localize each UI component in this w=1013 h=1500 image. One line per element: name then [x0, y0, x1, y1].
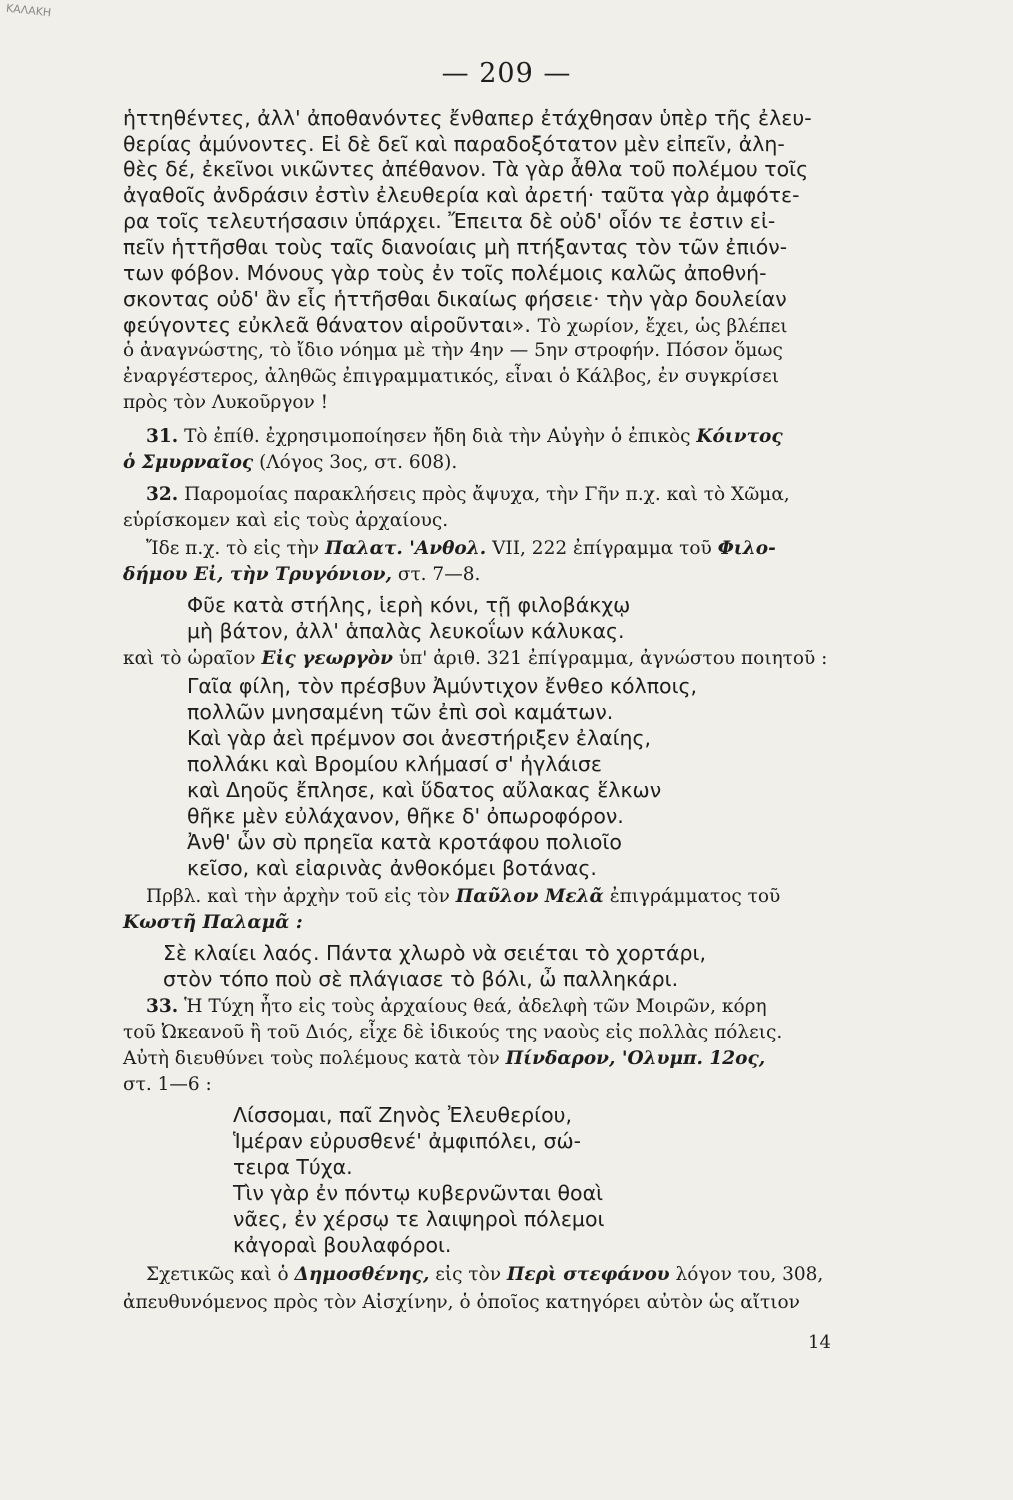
text-segment: Τὸ χωρίον, ἔχει, ὡς βλέπει	[537, 316, 788, 337]
text-line: τοῦ Ὠκεανοῦ ἢ τοῦ Διός, εἶχε δὲ ἰδικούς της ναοὺς εἰς πολλὰς πόλεις.	[123, 1022, 783, 1043]
verse-line: κεῖσο, καὶ εἰαρινὰς ἀνθοκόμει βοτάνας.	[187, 856, 597, 880]
verse-line: Ἀνθ' ὧν σὺ πρηεῖα κατὰ κροτάφου πολιοῖο	[187, 830, 622, 854]
text-segment: καὶ τὸ ὡραῖον	[123, 648, 256, 669]
text-segment: Φιλο-	[717, 538, 776, 559]
text-line: σκοντας οὐδ' ἂν εἷς ἡττῆσθαι δικαίως φήσειε· τὴν γὰρ δουλείαν	[123, 287, 787, 311]
page-number: — 209 —	[441, 58, 572, 89]
text-segment: Αὐτὴ διευθύνει τοὺς πολέμους κατὰ τὸν	[123, 1048, 500, 1069]
text-segment: Παῦλον Μελᾶ	[455, 886, 604, 907]
note-32	[146, 482, 790, 508]
verse-line: στὸν τόπο ποὺ σὲ πλάγιασε τὸ βόλι, ὦ παλληκάρι.	[163, 967, 679, 991]
text-line: πεῖν ἡττῆσθαι τοὺς ταῖς διανοίαις μὴ πτήξαντας τὸν τῶν ἐπιόν-	[123, 235, 788, 259]
note-31	[146, 424, 783, 450]
note-33	[146, 994, 767, 1020]
verse-line: Τὶν γὰρ ἐν πόντῳ κυβερνῶνται θοαὶ	[233, 1181, 604, 1205]
text-line: ἐναργέστερος, ἀληθῶς ἐπιγραμματικός, εἶναι ὁ Κάλβος, ἐν συγκρίσει	[123, 366, 780, 387]
text-line: θερίας ἀμύνοντες. Εἰ δὲ δεῖ καὶ παραδοξότατον μὲν εἰπεῖν, ἀλη-	[123, 132, 785, 156]
text-segment: Ἡ Τύχη ἦτο εἰς τοὺς ἀρχαίους θεά, ἀδελφὴ τῶν Μοιρῶν, κόρη	[184, 996, 767, 1017]
verse-line: τειρα Τύχα.	[233, 1155, 353, 1179]
text-segment: Τὸ ἐπίθ. ἐχρησιμοποίησεν ἤδη διὰ τὴν Αὐγὴν ὁ ἐπικὸς	[184, 426, 691, 447]
text-line	[123, 450, 457, 476]
text-segment: Περὶ στεφάνου	[506, 1264, 670, 1285]
text-line: στ. 1—6 :	[123, 1074, 212, 1095]
text-segment: Παλατ. 'Ανθολ.	[324, 538, 487, 559]
text-segment: Πίνδαρον, 'Ολυμπ. 12ος,	[505, 1048, 766, 1069]
text-segment: Δημοσθένης,	[294, 1264, 430, 1285]
text-line	[123, 312, 788, 340]
verse-line: κἀγοραὶ βουλαφόροι.	[233, 1233, 452, 1257]
verse-line: Γαῖα φίλη, τὸν πρέσβυν Ἀμύντιχον ἔνθεο κόλποις,	[187, 674, 698, 698]
text-line: ἡττηθέντες, ἀλλ' ἀποθανόντες ἔνθαπερ ἐτάχθησαν ὑπὲρ τῆς ἐλευ-	[123, 106, 812, 130]
text-line	[123, 562, 480, 588]
text-line	[146, 884, 780, 910]
text-segment: ὁ Σμυρναῖος	[123, 452, 254, 473]
verse-line: Καὶ γὰρ ἀεὶ πρέμνον σοι ἀνεστήριξεν ἐλαίης,	[187, 726, 652, 750]
text-segment: Σχετικῶς καὶ ὁ	[146, 1264, 289, 1285]
text-segment: στ. 7—8.	[397, 564, 481, 585]
verse-line: θῆκε μὲν εὐλάχανον, θῆκε δ' ὀπωροφόρον.	[187, 804, 624, 828]
verse-line: πολλάκι καὶ Βρομίου κλήμασί σ' ἠγλάισε	[187, 752, 602, 776]
text-segment: Κωστῆ Παλαμᾶ :	[123, 912, 303, 933]
text-segment: (Λόγος 3ος, στ. 608).	[259, 452, 458, 473]
text-segment: Ἴδε π.χ. τὸ εἰς τὴν	[146, 538, 320, 559]
text-segment: Παρομοίας παρακλήσεις πρὸς ἄψυχα, τὴν Γῆν π.χ. καὶ τὸ Χῶμα,	[184, 484, 790, 505]
text-line	[146, 1262, 823, 1288]
text-segment: φεύγοντες εὐκλεᾶ θάνατον αἱροῦνται».	[123, 313, 531, 337]
text-line	[123, 646, 827, 672]
text-segment: VII, 222 ἐπίγραμμα τοῦ	[492, 538, 712, 559]
verse-line: μὴ βάτον, ἀλλ' ἁπαλὰς λευκοΐων κάλυκας.	[187, 619, 625, 643]
verse-line: νᾶες, ἐν χέρσῳ τε λαιψηροὶ πόλεμοι	[233, 1207, 605, 1231]
text-line: ἀγαθοῖς ἀνδράσιν ἐστὶν ἐλευθερία καὶ ἀρετή· ταῦτα γὰρ ἀμφότε-	[123, 183, 800, 207]
verse-line: Φῦε κατὰ στήλης, ἱερὴ κόνι, τῇ φιλοβάκχῳ	[187, 593, 631, 617]
text-segment: Κόιντος	[696, 426, 783, 447]
text-line	[123, 910, 303, 936]
text-segment: ὑπ' ἀριθ. 321 ἐπίγραμμα, ἀγνώστου ποιητοῦ :	[398, 648, 828, 669]
text-segment: Πρβλ. καὶ τὴν ἀρχὴν τοῦ εἰς τὸν	[146, 886, 450, 907]
text-segment: λόγον του, 308,	[675, 1264, 824, 1285]
signature-mark: 14	[808, 1332, 831, 1353]
text-line	[146, 536, 776, 562]
text-line: εὑρίσκομεν καὶ εἰς τοὺς ἀρχαίους.	[123, 510, 449, 531]
text-line: ὁ ἀναγνώστης, τὸ ἴδιο νόημα μὲ τὴν 4ην — 5ην στροφήν. Πόσον ὅμως	[123, 340, 783, 361]
verse-line: καὶ Δηοῦς ἔπλησε, καὶ ὕδατος αὔλακας ἕλκων	[187, 778, 662, 802]
corner-mark: ΚΑΛΑΚΗ	[5, 1, 52, 20]
note-number: 33.	[146, 996, 179, 1017]
note-number: 31.	[146, 426, 179, 447]
text-segment: Εἰς γεωργὸν	[261, 648, 393, 669]
verse-line: πολλῶν μνησαμένη τῶν ἐπὶ σοὶ καμάτων.	[187, 700, 614, 724]
text-line	[123, 1046, 765, 1072]
text-line: πρὸς τὸν Λυκοῦργον !	[123, 392, 329, 413]
text-segment: εἰς τὸν	[435, 1264, 501, 1285]
text-segment: δήμου Εἰ, τὴν Τρυγόνιον,	[123, 564, 392, 585]
verse-line: Λίσσομαι, παῖ Ζηνὸς Ἐλευθερίου,	[233, 1103, 573, 1127]
verse-line: Ἱμέραν εὐρυσθενέ' ἀμφιπόλει, σώ-	[233, 1129, 582, 1153]
text-line: ρα τοῖς τελευτήσασιν ὑπάρχει. Ἔπειτα δὲ οὐδ' οἷόν τε ἐστιν εἰ-	[123, 209, 776, 233]
note-number: 32.	[146, 484, 179, 505]
text-line: θὲς δέ, ἐκεῖνοι νικῶντες ἀπέθανον. Τὰ γὰρ ἆθλα τοῦ πολέμου τοῖς	[123, 157, 809, 181]
text-segment: ἐπιγράμματος τοῦ	[609, 886, 781, 907]
text-line: των φόβον. Μόνους γὰρ τοὺς ἐν τοῖς πολέμοις καλῶς ἀποθνή-	[123, 261, 767, 285]
text-line: ἀπευθυνόμενος πρὸς τὸν Αἰσχίνην, ὁ ὁποῖος κατηγόρει αὐτὸν ὡς αἴτιον	[123, 1292, 800, 1313]
verse-line: Σὲ κλαίει λαός. Πάντα χλωρὸ νὰ σειέται τὸ χορτάρι,	[163, 941, 706, 965]
